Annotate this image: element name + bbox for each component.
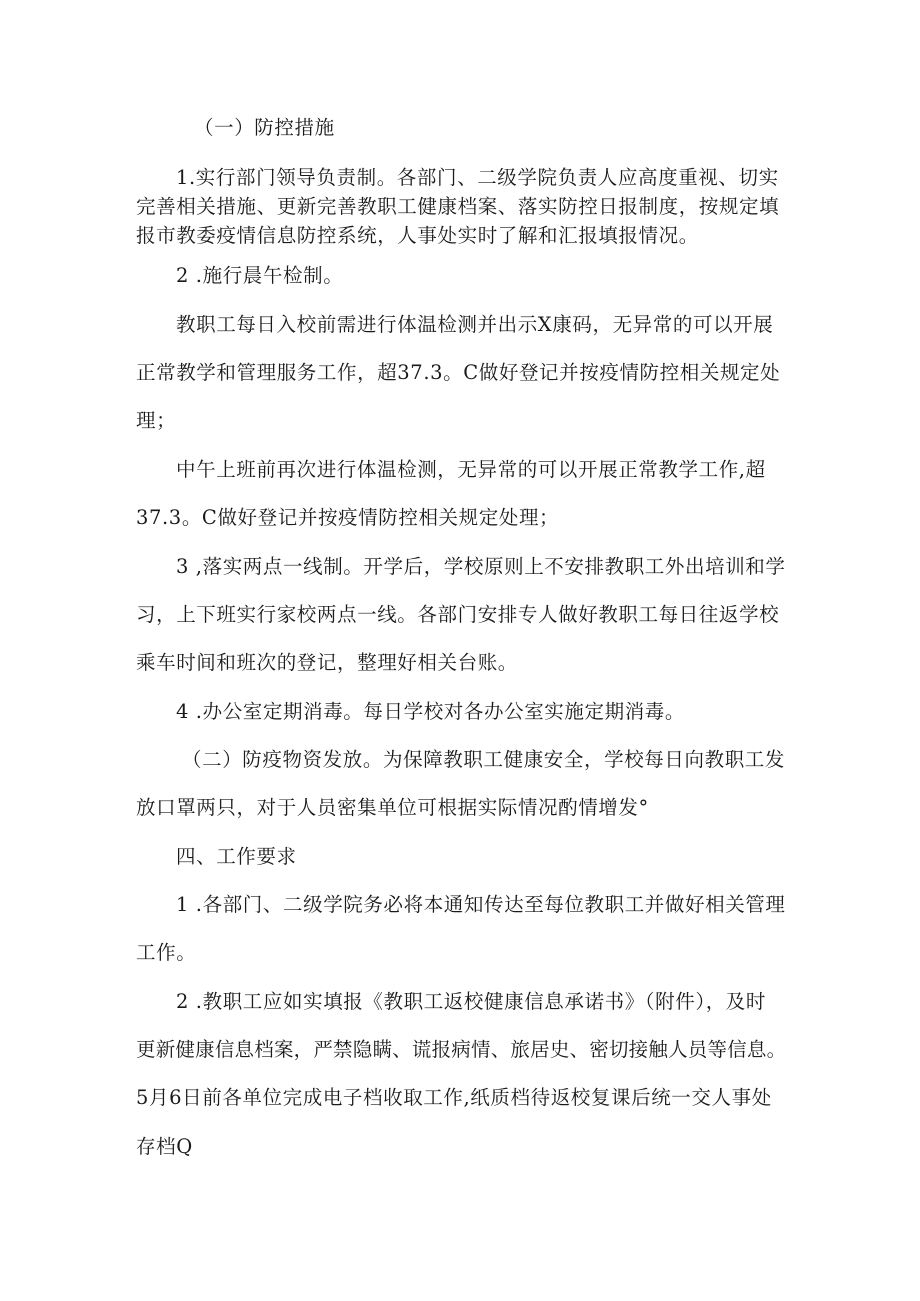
item-4: 4 .办公室定期消毒。每日学校对各办公室实施定期消毒。 bbox=[176, 700, 686, 723]
requirement-2-line-3: 5月6日前各单位完成电子档收取工作,纸质档待返校复课后统一交人事处 bbox=[136, 1086, 772, 1109]
section-heading-requirements: 四、工作要求 bbox=[176, 845, 297, 868]
requirement-1-line-1: 1 .各部门、二级学院务必将本通知传达至每位教职工并做好相关管理 bbox=[176, 893, 786, 916]
supplies-line-2: 放口罩两只，对于人员密集单位可根据实际情况酌情增发° bbox=[136, 796, 649, 819]
requirement-1-line-2: 工作。 bbox=[136, 941, 197, 964]
item-3-line-3: 乘车时间和班次的登记，整理好相关台账。 bbox=[136, 651, 518, 674]
morning-check-line-1: 教职工每日入校前需进行体温检测并出示X康码，无异常的可以开展 bbox=[176, 313, 774, 336]
morning-check-line-3: 理； bbox=[136, 409, 177, 432]
requirement-2-line-2: 更新健康信息档案，严禁隐瞒、谎报病情、旅居史、密切接触人员等信息。 bbox=[136, 1038, 787, 1061]
noon-check-line-1: 中午上班前再次进行体温检测，无异常的可以开展正常教学工作,超 bbox=[176, 458, 766, 481]
item-3-line-2: 习，上下班实行家校两点一线。各部门安排专人做好教职工每日往返学校 bbox=[136, 603, 780, 626]
item-3-line-1: 3 ,落实两点一线制。开学后，学校原则上不安排教职工外出培训和学 bbox=[176, 555, 786, 578]
section-heading-prevention: （一）防控措施 bbox=[194, 116, 335, 139]
item-2-heading: 2 .施行晨午检制。 bbox=[176, 264, 344, 287]
noon-check-line-2: 37.3。C做好登记并按疫情防控相关规定处理； bbox=[136, 506, 560, 529]
requirement-2-line-1: 2 .教职工应如实填报《教职工返校健康信息承诺书》（附件），及时 bbox=[176, 990, 767, 1013]
requirement-2-line-4: 存档Q bbox=[136, 1135, 193, 1158]
morning-check-line-2: 正常教学和管理服务工作，超37.3。C做好登记并按疫情防控相关规定处 bbox=[136, 361, 781, 384]
item-1-line-1: 1.实行部门领导负责制。各部门、二级学院负责人应高度重视、切实 bbox=[176, 166, 779, 189]
item-1-line-2: 完善相关措施、更新完善教职工健康档案、落实防控日报制度，按规定填 bbox=[136, 195, 780, 218]
item-1-line-3: 报市教委疫情信息防控系统，人事处实时了解和汇报填报情况。 bbox=[136, 224, 699, 247]
supplies-line-1: （二）防疫物资发放。为保障教职工健康安全，学校每日向教职工发 bbox=[182, 748, 786, 771]
